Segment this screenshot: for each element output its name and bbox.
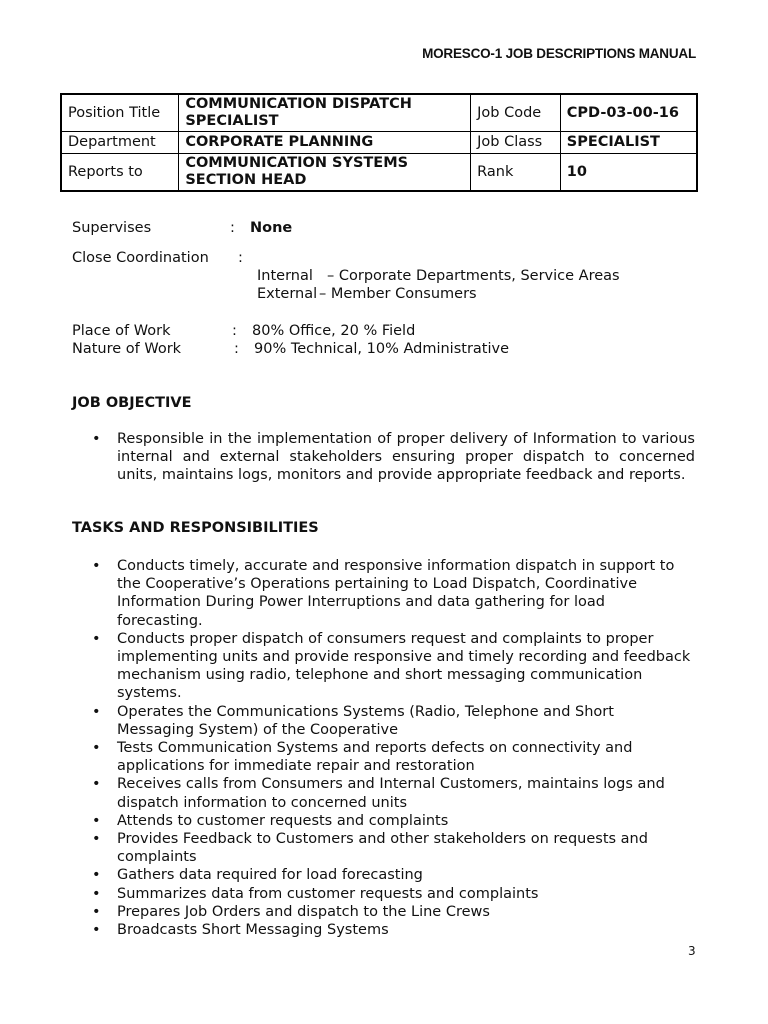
list-item: • Prepares Job Orders and dispatch to the Line Crews [72,903,695,921]
job-objective-list [72,430,695,485]
tasks-heading: TASKS AND RESPONSIBILITIES [72,520,319,536]
rank-value: 10 [560,154,697,192]
coordination-row [72,249,243,267]
list-item: • Provides Feedback to Customers and other stakeholders on requests and complaints [72,830,695,866]
page-number: 3 [688,944,696,958]
nature-of-work-row [72,340,509,358]
external-value: – Member Consumers [319,286,477,302]
manual-title: MORESCO-1 JOB DESCRIPTIONS MANUAL [422,46,696,61]
coordination-colon: : [238,250,243,266]
reports-to-value: COMMUNICATION SYSTEMS SECTION HEAD [179,154,471,192]
tasks-list [72,557,695,939]
list-item: • Operates the Communications Systems (Radio, Telephone and Short Messaging System) of the Cooperative [72,703,695,739]
job-code-value: CPD-03-00-16 [560,94,697,132]
list-item: • Responsible in the implementation of proper delivery of Information to various internal and external stakeholders ensuring proper dispatch to concerned units, maintains logs, monitors and provide appropriate feedback and reports. [72,430,695,485]
supervises-value: None [250,220,293,236]
table-row [61,132,697,154]
department-label: Department [61,132,179,154]
list-item: • Tests Communication Systems and reports defects on connectivity and applications for immediate repair and restoration [72,739,695,775]
rank-label: Rank [471,154,561,192]
supervises-row [72,219,292,237]
list-item: • Attends to customer requests and complaints [72,812,695,830]
place-value: 80% Office, 20 % Field [252,323,416,339]
place-label: Place of Work [72,323,171,339]
supervises-colon: : [230,220,235,236]
job-code-label: Job Code [471,94,561,132]
internal-value: – Corporate Departments, Service Areas [327,268,620,284]
list-item: • Broadcasts Short Messaging Systems [72,921,695,939]
nature-label: Nature of Work [72,341,182,357]
list-item: • Summarizes data from customer requests and complaints [72,885,695,903]
list-item: • Conducts timely, accurate and responsive information dispatch in support to the Cooperative’s Operations pertaining to Load Dispatch, Coordinative Information During Power Interruptions and data gathering for load forecasting. [72,557,695,630]
supervises-label: Supervises [72,220,152,236]
list-item: • Conducts proper dispatch of consumers request and complaints to proper implementing units and provide responsive and timely recording and feedback mechanism using radio, telephone and short messaging communication systems. [72,630,695,703]
position-title-label: Position Title [61,94,179,132]
job-class-label: Job Class [471,132,561,154]
table-row [61,94,697,132]
nature-value: 90% Technical, 10% Administrative [254,341,510,357]
department-value: CORPORATE PLANNING [179,132,471,154]
place-of-work-row [72,322,415,340]
external-label: External [257,286,318,302]
table-row [61,154,697,192]
coordination-internal [257,267,620,285]
coordination-external [257,285,477,303]
place-colon: : [232,323,237,339]
internal-label: Internal [257,268,313,284]
coordination-label: Close Coordination [72,250,209,266]
list-item: • Gathers data required for load forecasting [72,866,695,884]
job-objective-heading: JOB OBJECTIVE [72,395,192,411]
nature-colon: : [234,341,239,357]
list-item: • Receives calls from Consumers and Internal Customers, maintains logs and dispatch information to concerned units [72,775,695,811]
position-title-value: COMMUNICATION DISPATCH SPECIALIST [179,94,471,132]
job-class-value: SPECIALIST [560,132,697,154]
position-info-table [60,93,698,192]
reports-to-label: Reports to [61,154,179,192]
